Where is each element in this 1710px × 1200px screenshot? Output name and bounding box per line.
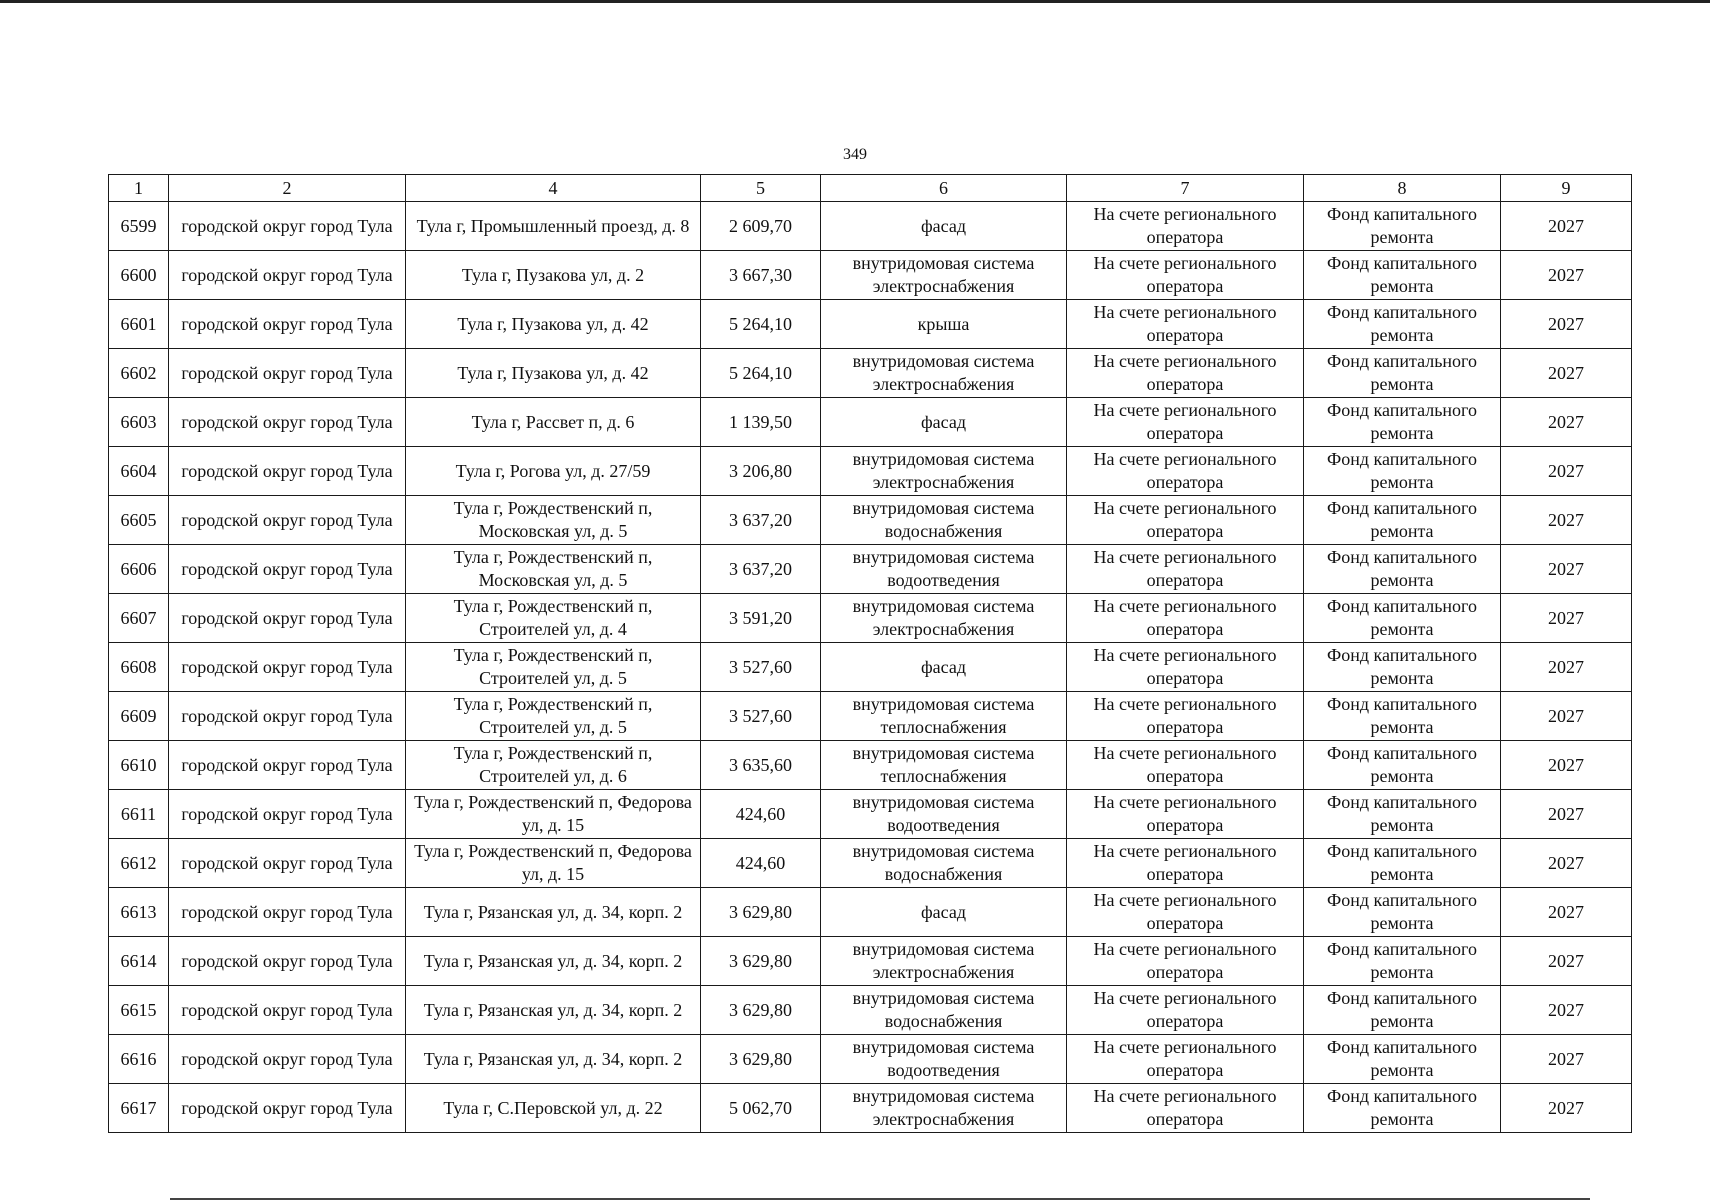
area-cell: 3 637,20 [701, 496, 821, 545]
work-type-cell: фасад [821, 888, 1067, 937]
address-cell: Тула г, Рязанская ул, д. 34, корп. 2 [406, 937, 701, 986]
year-cell: 2027 [1501, 888, 1632, 937]
year-cell: 2027 [1501, 1084, 1632, 1133]
fund-account-cell: На счете регионального оператора [1067, 447, 1304, 496]
work-type-cell: внутридомовая система водоснабжения [821, 496, 1067, 545]
address-cell: Тула г, Пузакова ул, д. 2 [406, 251, 701, 300]
area-cell: 3 637,20 [701, 545, 821, 594]
table-row [109, 349, 1632, 398]
municipality-cell: городской округ город Тула [169, 839, 406, 888]
work-type-cell: внутридомовая система водоотведения [821, 790, 1067, 839]
work-type-cell: внутридомовая система теплоснабжения [821, 692, 1067, 741]
address-cell: Тула г, Рязанская ул, д. 34, корп. 2 [406, 888, 701, 937]
column-number: 2 [169, 175, 406, 202]
municipality-cell: городской округ город Тула [169, 300, 406, 349]
area-cell: 3 635,60 [701, 741, 821, 790]
fund-account-cell: На счете регионального оператора [1067, 251, 1304, 300]
work-type-cell: внутридомовая система электроснабжения [821, 594, 1067, 643]
year-cell: 2027 [1501, 741, 1632, 790]
fund-account-cell: На счете регионального оператора [1067, 545, 1304, 594]
table-row [109, 692, 1632, 741]
fund-account-cell: На счете регионального оператора [1067, 888, 1304, 937]
row-number-cell: 6614 [109, 937, 169, 986]
area-cell: 1 139,50 [701, 398, 821, 447]
work-type-cell: внутридомовая система электроснабжения [821, 349, 1067, 398]
funding-source-cell: Фонд капитального ремонта [1304, 839, 1501, 888]
column-number: 5 [701, 175, 821, 202]
year-cell: 2027 [1501, 790, 1632, 839]
area-cell: 5 264,10 [701, 300, 821, 349]
work-type-cell: внутридомовая система электроснабжения [821, 251, 1067, 300]
address-cell: Тула г, Рождественский п, Строителей ул, д. 4 [406, 594, 701, 643]
row-number-cell: 6615 [109, 986, 169, 1035]
fund-account-cell: На счете регионального оператора [1067, 300, 1304, 349]
year-cell: 2027 [1501, 643, 1632, 692]
row-number-cell: 6612 [109, 839, 169, 888]
table-row [109, 937, 1632, 986]
year-cell: 2027 [1501, 496, 1632, 545]
year-cell: 2027 [1501, 1035, 1632, 1084]
address-cell: Тула г, Рождественский п, Московская ул, д. 5 [406, 496, 701, 545]
area-cell: 3 629,80 [701, 937, 821, 986]
year-cell: 2027 [1501, 986, 1632, 1035]
column-number-row [109, 175, 1632, 202]
municipality-cell: городской округ город Тула [169, 937, 406, 986]
address-cell: Тула г, Рождественский п, Московская ул, д. 5 [406, 545, 701, 594]
funding-source-cell: Фонд капитального ремонта [1304, 496, 1501, 545]
municipality-cell: городской округ город Тула [169, 594, 406, 643]
municipality-cell: городской округ город Тула [169, 741, 406, 790]
fund-account-cell: На счете регионального оператора [1067, 398, 1304, 447]
row-number-cell: 6600 [109, 251, 169, 300]
work-type-cell: внутридомовая система водоснабжения [821, 839, 1067, 888]
area-cell: 3 591,20 [701, 594, 821, 643]
row-number-cell: 6604 [109, 447, 169, 496]
funding-source-cell: Фонд капитального ремонта [1304, 300, 1501, 349]
address-cell: Тула г, Рогова ул, д. 27/59 [406, 447, 701, 496]
area-cell: 3 527,60 [701, 692, 821, 741]
work-type-cell: фасад [821, 398, 1067, 447]
fund-account-cell: На счете регионального оператора [1067, 692, 1304, 741]
column-number: 1 [109, 175, 169, 202]
area-cell: 3 527,60 [701, 643, 821, 692]
fund-account-cell: На счете регионального оператора [1067, 496, 1304, 545]
municipality-cell: городской округ город Тула [169, 349, 406, 398]
year-cell: 2027 [1501, 839, 1632, 888]
funding-source-cell: Фонд капитального ремонта [1304, 349, 1501, 398]
municipality-cell: городской округ город Тула [169, 986, 406, 1035]
row-number-cell: 6611 [109, 790, 169, 839]
area-cell: 3 629,80 [701, 986, 821, 1035]
municipality-cell: городской округ город Тула [169, 1084, 406, 1133]
municipality-cell: городской округ город Тула [169, 398, 406, 447]
table-row [109, 447, 1632, 496]
table-row [109, 545, 1632, 594]
row-number-cell: 6606 [109, 545, 169, 594]
top-scan-border [0, 0, 1710, 3]
address-cell: Тула г, Рождественский п, Строителей ул, д. 5 [406, 643, 701, 692]
area-cell: 5 264,10 [701, 349, 821, 398]
work-type-cell: фасад [821, 643, 1067, 692]
funding-source-cell: Фонд капитального ремонта [1304, 251, 1501, 300]
table-row [109, 496, 1632, 545]
fund-account-cell: На счете регионального оператора [1067, 937, 1304, 986]
capital-repair-table [108, 174, 1632, 1133]
municipality-cell: городской округ город Тула [169, 643, 406, 692]
funding-source-cell: Фонд капитального ремонта [1304, 202, 1501, 251]
address-cell: Тула г, Рождественский п, Федорова ул, д. 15 [406, 839, 701, 888]
fund-account-cell: На счете регионального оператора [1067, 741, 1304, 790]
column-number: 6 [821, 175, 1067, 202]
address-cell: Тула г, Рождественский п, Строителей ул, д. 5 [406, 692, 701, 741]
municipality-cell: городской округ город Тула [169, 790, 406, 839]
table-row [109, 1035, 1632, 1084]
row-number-cell: 6602 [109, 349, 169, 398]
work-type-cell: фасад [821, 202, 1067, 251]
work-type-cell: внутридомовая система водоснабжения [821, 986, 1067, 1035]
fund-account-cell: На счете регионального оператора [1067, 1084, 1304, 1133]
column-number: 8 [1304, 175, 1501, 202]
work-type-cell: внутридомовая система электроснабжения [821, 447, 1067, 496]
funding-source-cell: Фонд капитального ремонта [1304, 986, 1501, 1035]
table-row [109, 839, 1632, 888]
funding-source-cell: Фонд капитального ремонта [1304, 545, 1501, 594]
funding-source-cell: Фонд капитального ремонта [1304, 643, 1501, 692]
area-cell: 3 629,80 [701, 1035, 821, 1084]
work-type-cell: крыша [821, 300, 1067, 349]
year-cell: 2027 [1501, 692, 1632, 741]
table-row [109, 790, 1632, 839]
work-type-cell: внутридомовая система электроснабжения [821, 1084, 1067, 1133]
year-cell: 2027 [1501, 937, 1632, 986]
year-cell: 2027 [1501, 251, 1632, 300]
fund-account-cell: На счете регионального оператора [1067, 349, 1304, 398]
work-type-cell: внутридомовая система водоотведения [821, 1035, 1067, 1084]
row-number-cell: 6617 [109, 1084, 169, 1133]
address-cell: Тула г, Пузакова ул, д. 42 [406, 349, 701, 398]
address-cell: Тула г, Рождественский п, Строителей ул, д. 6 [406, 741, 701, 790]
row-number-cell: 6609 [109, 692, 169, 741]
fund-account-cell: На счете регионального оператора [1067, 594, 1304, 643]
work-type-cell: внутридомовая система водоотведения [821, 545, 1067, 594]
municipality-cell: городской округ город Тула [169, 251, 406, 300]
municipality-cell: городской округ город Тула [169, 888, 406, 937]
funding-source-cell: Фонд капитального ремонта [1304, 398, 1501, 447]
fund-account-cell: На счете регионального оператора [1067, 202, 1304, 251]
area-cell: 5 062,70 [701, 1084, 821, 1133]
funding-source-cell: Фонд капитального ремонта [1304, 790, 1501, 839]
address-cell: Тула г, Рязанская ул, д. 34, корп. 2 [406, 1035, 701, 1084]
fund-account-cell: На счете регионального оператора [1067, 790, 1304, 839]
area-cell: 424,60 [701, 839, 821, 888]
row-number-cell: 6599 [109, 202, 169, 251]
year-cell: 2027 [1501, 398, 1632, 447]
row-number-cell: 6605 [109, 496, 169, 545]
funding-source-cell: Фонд капитального ремонта [1304, 447, 1501, 496]
municipality-cell: городской округ город Тула [169, 545, 406, 594]
fund-account-cell: На счете регионального оператора [1067, 1035, 1304, 1084]
address-cell: Тула г, Рассвет п, д. 6 [406, 398, 701, 447]
municipality-cell: городской округ город Тула [169, 202, 406, 251]
table-row [109, 1084, 1632, 1133]
municipality-cell: городской округ город Тула [169, 1035, 406, 1084]
table-row [109, 741, 1632, 790]
column-number: 9 [1501, 175, 1632, 202]
table-row [109, 398, 1632, 447]
column-number: 4 [406, 175, 701, 202]
municipality-cell: городской округ город Тула [169, 496, 406, 545]
row-number-cell: 6601 [109, 300, 169, 349]
work-type-cell: внутридомовая система теплоснабжения [821, 741, 1067, 790]
address-cell: Тула г, Пузакова ул, д. 42 [406, 300, 701, 349]
table-body [109, 202, 1632, 1133]
address-cell: Тула г, Промышленный проезд, д. 8 [406, 202, 701, 251]
funding-source-cell: Фонд капитального ремонта [1304, 594, 1501, 643]
row-number-cell: 6610 [109, 741, 169, 790]
year-cell: 2027 [1501, 300, 1632, 349]
table-row [109, 888, 1632, 937]
year-cell: 2027 [1501, 202, 1632, 251]
row-number-cell: 6608 [109, 643, 169, 692]
address-cell: Тула г, Рождественский п, Федорова ул, д. 15 [406, 790, 701, 839]
year-cell: 2027 [1501, 545, 1632, 594]
area-cell: 2 609,70 [701, 202, 821, 251]
funding-source-cell: Фонд капитального ремонта [1304, 741, 1501, 790]
fund-account-cell: На счете регионального оператора [1067, 643, 1304, 692]
page-number: 349 [843, 146, 867, 163]
table-row [109, 643, 1632, 692]
area-cell: 3 206,80 [701, 447, 821, 496]
table-row [109, 202, 1632, 251]
row-number-cell: 6613 [109, 888, 169, 937]
row-number-cell: 6603 [109, 398, 169, 447]
row-number-cell: 6616 [109, 1035, 169, 1084]
column-number: 7 [1067, 175, 1304, 202]
funding-source-cell: Фонд капитального ремонта [1304, 1084, 1501, 1133]
municipality-cell: городской округ город Тула [169, 692, 406, 741]
area-cell: 3 629,80 [701, 888, 821, 937]
area-cell: 424,60 [701, 790, 821, 839]
fund-account-cell: На счете регионального оператора [1067, 986, 1304, 1035]
address-cell: Тула г, Рязанская ул, д. 34, корп. 2 [406, 986, 701, 1035]
funding-source-cell: Фонд капитального ремонта [1304, 888, 1501, 937]
table-row [109, 986, 1632, 1035]
work-type-cell: внутридомовая система электроснабжения [821, 937, 1067, 986]
address-cell: Тула г, С.Перовской ул, д. 22 [406, 1084, 701, 1133]
funding-source-cell: Фонд капитального ремонта [1304, 1035, 1501, 1084]
municipality-cell: городской округ город Тула [169, 447, 406, 496]
year-cell: 2027 [1501, 594, 1632, 643]
table-row [109, 300, 1632, 349]
area-cell: 3 667,30 [701, 251, 821, 300]
table-row [109, 251, 1632, 300]
funding-source-cell: Фонд капитального ремонта [1304, 692, 1501, 741]
year-cell: 2027 [1501, 349, 1632, 398]
table-row [109, 594, 1632, 643]
fund-account-cell: На счете регионального оператора [1067, 839, 1304, 888]
funding-source-cell: Фонд капитального ремонта [1304, 937, 1501, 986]
year-cell: 2027 [1501, 447, 1632, 496]
row-number-cell: 6607 [109, 594, 169, 643]
